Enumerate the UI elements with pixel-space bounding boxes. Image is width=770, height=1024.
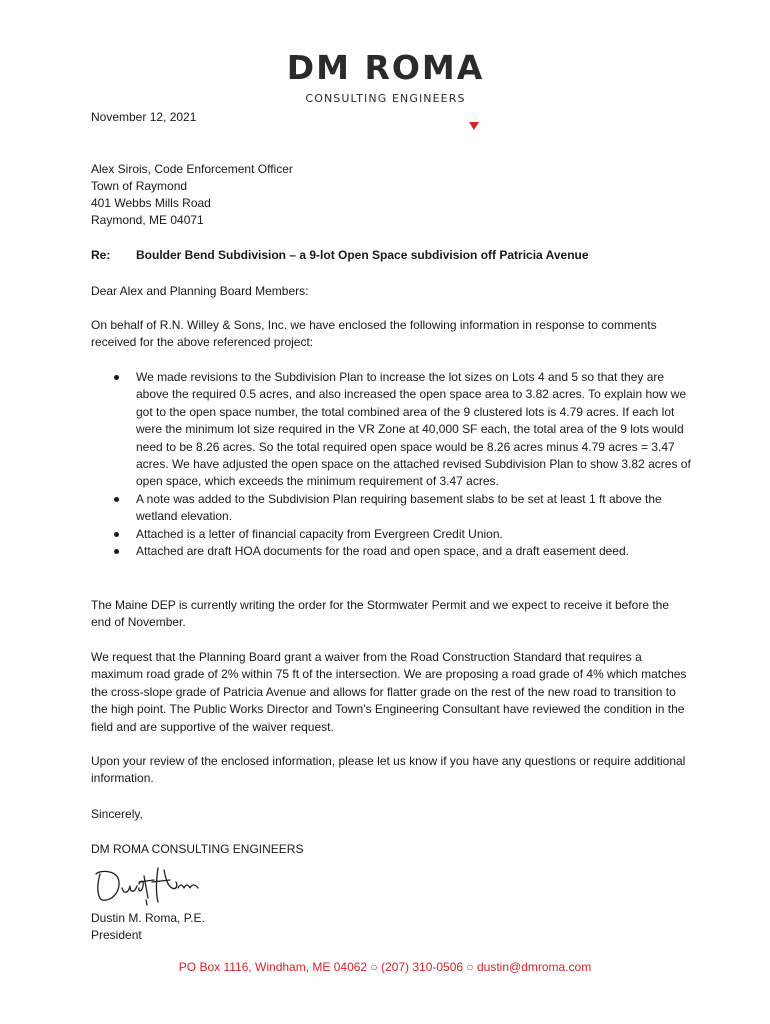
handwritten-signature	[92, 858, 207, 908]
recipient-line-3: 401 Webbs Mills Road	[91, 196, 211, 210]
bullet-icon	[114, 375, 119, 380]
list-item	[91, 543, 691, 560]
company-signature-line: DM ROMA CONSULTING ENGINEERS	[91, 842, 304, 856]
logo-tagline: CONSULTING ENGINEERS	[305, 92, 466, 105]
list-item-text: We made revisions to the Subdivision Plan to increase the lot sizes on Lots 4 and 5 so that they are above the required 0.5 acres, and also increased the open space area to 3.82 acres. To explain how we got to the open space number, the total combined area of the 9 clustered lots is 4.79 acres. If each lot were the minimum lot size required in the VR Zone at 40,000 SF each, the total area of the 9 lots would need to be 8.26 acres. So the total required open space would be 8.26 acres minus 4.79 acres = 3.47 acres. We have adjusted the open space on the attached revised Subdivision Plan to show 3.82 acres of open space, which exceeds the minimum requirement of 3.47 acres.	[136, 370, 691, 489]
bullet-icon	[114, 497, 119, 502]
sign-off: Sincerely,	[91, 807, 143, 821]
logo-wordmark: DM ROMA	[286, 48, 485, 87]
recipient-line-1: Alex Sirois, Code Enforcement Officer	[91, 162, 293, 176]
company-logo	[283, 48, 488, 108]
salutation: Dear Alex and Planning Board Members:	[91, 284, 309, 298]
logo-triangle-icon	[469, 122, 479, 130]
re-subject: Boulder Bend Subdivision – a 9-lot Open Space subdivision off Patricia Avenue	[136, 248, 589, 262]
list-item	[91, 526, 691, 543]
closing-paragraph: Upon your review of the enclosed information, please let us know if you have any questions or require additional information.	[91, 754, 686, 786]
letter-date: November 12, 2021	[91, 110, 197, 124]
bullet-icon	[114, 549, 119, 554]
list-item	[91, 369, 691, 491]
list-item	[91, 491, 691, 526]
footer-contact: PO Box 1116, Windham, ME 04062 ○ (207) 310-0506 ○ dustin@dmroma.com	[178, 960, 592, 974]
bullet-icon	[114, 532, 119, 537]
intro-paragraph: On behalf of R.N. Willey & Sons, Inc. we have enclosed the following information in response to comments received for the above referenced project:	[91, 318, 657, 350]
list-item-text: Attached is a letter of financial capacity from Evergreen Credit Union.	[136, 526, 503, 541]
recipient-line-4: Raymond, ME 04071	[91, 213, 204, 227]
dep-paragraph: The Maine DEP is currently writing the order for the Stormwater Permit and we expect to receive it before the end of November.	[91, 598, 670, 630]
list-item-text: Attached are draft HOA documents for the road and open space, and a draft easement deed.	[136, 544, 629, 559]
recipient-line-2: Town of Raymond	[91, 179, 188, 193]
signer-title: President	[91, 928, 142, 942]
enclosure-list	[91, 369, 691, 560]
waiver-paragraph: We request that the Planning Board grant a waiver from the Road Construction Standard that requires a maximum road grade of 2% within 75 ft of the intersection. We are proposing a road grade of 4% which matches the cross-slope grade of Patricia Avenue and allows for flatter grade on the rest of the new road to transition to the high point. The Public Works Director and Town’s Engineering Consultant have reviewed the condition in the field and are supportive of the waiver request.	[91, 650, 687, 734]
re-label: Re:	[91, 248, 111, 262]
list-item-text: A note was added to the Subdivision Plan requiring basement slabs to be set at least 1 ft above the wetland elevation.	[136, 491, 662, 524]
signer-name: Dustin M. Roma, P.E.	[91, 911, 205, 925]
